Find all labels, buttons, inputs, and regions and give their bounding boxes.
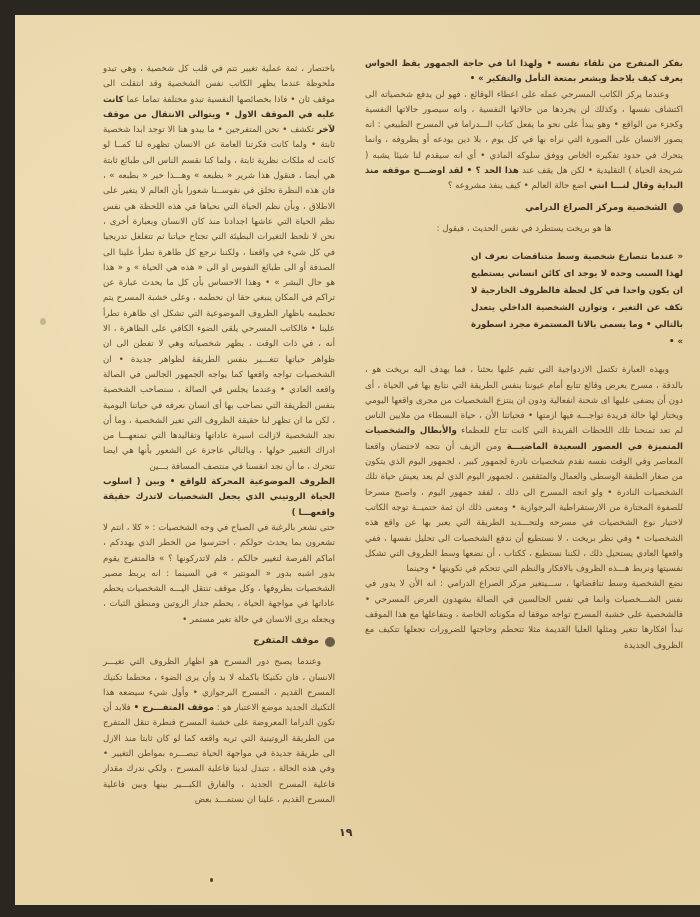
paragraph-text: اضع حالة العالم • كيف ينفذ مشروعه ؟ [447, 181, 587, 192]
paragraph: حتى نشعر بالرغبة في الصياح في وجه الشخصيات : « كلا ، انتم لا تشعرون بما يحدث حولكم ، احترسوا من الخطر الذي يهددكم ، اماكم الفرصة لتغيير حالكم ، فلم لاتدركونها ؟ » فالمتفرج يقوم بدور اشبه بدور « المونتير » في السينما : انه يربط مصير الشخصيات بظروفها ، وكل موقف تنتقل اليـــه الشخصيات يحطم عاداتها في مواجهة الحياة ، يحطم جدار الروتين ومنطق الثبات ، ويجعله يرى الانسان في حالة تغير مستمر • [103, 522, 335, 625]
paragraph-bold: الظروف الموضوعية المحركة للواقع • وبين ( اسلوب الحياة الروتيني الذي يجعل الشخصيات لاتدرك حقيقة واقعهـــا ) [103, 477, 335, 518]
paragraph-bold-text: موقف المتفـــرج • [133, 703, 214, 714]
quote-intro: ها هو بريخت يستطرد في نفس الحديث ، فيقول : [436, 223, 612, 234]
paragraph: نضع الشخصية وسط تناقضاتها ، ســـيتغير مركز الصراع الدرامي : انه الأن لا يدور في نفس الشـــخصيات وانما في نفس الجالسين في الصالة يشهدون العرض المسرحي • فالشخصية على خشبة المسرح تواجه موقفا له مكوناته الخاصة ، وبتفاعلها مع هذا الموقف تبدأ افكارها تتغير ومثلها العليا القديمة مثلا تتحطم وحاجتها للضرورات تجعلها تتكيف مع الظروف الجديدة [365, 579, 683, 651]
paragraph-text: فلابد أن تكون الدراما المعروضة على خشبة المسرح فنطرة تنقل المتفرج من الطريقة الروتينية التي تريه واقعه كما لو كان ثابتا منذ الازل الى طريقة جديدة في مواجهة الحياة تبصـــره بمواطن التغيير • وفي هذه الحالة ، تتبدل لدينا فاعلية المسرح ، ولكي ندرك مقدار فاعلية المسرح الجديد ، والفارق الكبـــير بينها وبين فاعلية المسرح القديم ، علينا ان نستمـــد بعض [103, 703, 335, 805]
paragraph-text: تكشف • نحن المتفرجين • ما يبدو هنا الا توجد ابدا شخصية ثابتة • ولما كانت فكرتنا العامة عن الانسان تظهره لنا كمــا لو كانت له ملكات نظرية ثابتة ، ولما كنا نقسم الناس الى طبائع ثابتة هي أيضا ، فنقول هذا شرير « بطبعه » وهـــذا خير « بطبعه » ، فان هذه النظرة تخلق في نفوســنا شعورا بأن العالم لا يتغير على الاطلاق ، وبأن نظم الحياة التي نحياها في هذه اللحظة هي نفس نظم الحياة التي عاشها اجدادنا منذ كان الانسان وبعبارة أخرى ، نحن لا نلحظ التغيرات البطيئة التي تجتاح حياتنا ثم تتغلغل تدريجيا في كل شيء في واقعنا ، ولكننا نرجع كل ظاهرة تطرأ علينا الى الصدفة أو الى طبائع النفوس او الى « هذه هي الحياة » و « هذا هو حال البشر » • وهذا الاحساس بأن كل ما يحدث عبارة عن تراكم في المكان ينبغي حقا ان نحطمه ، وعلى خشبة المسرح يتم تحطيمه باظهار الظروف الموضوعية التي تشكل اى ظاهرة تطرأ علينا • فالكاتب المسرحي يلقى الضوء الكافي على الظاهرة ، الا أنه ، في ذات الوقت ، يظهر شخصياته وهي لا تفطن الى ان ظواهر حياتها تتغـــير بنفس الطريقة لظواهر جديدة • ان الشخصيات تواجه واقعها كما يواجه الجمهور الجالس في الصالة واقعه العادي • وعندما يجلس في الصالة ، سنصاحب الشخصية بنفس الطريقة التي نصاحب بها أى انسان نعرفه في حياتنا اليومية ، لكن ما ان تظهر لنا حقيقة الظروف التي تغير الشخصية ، وما أن نجد الشخصية لازالت اسيرة عاداتها وتقاليدها التي تمنعهـــا من ادراك التغيير حولها ، وبالتالي عاجزة عن الشعور بأنها هي ايضا تتحرك ، ما أن نجد انفسنا في منتصف المسافة بـــين [103, 125, 335, 472]
section-heading [365, 201, 683, 216]
section-heading-text: موقف المتفرج [253, 635, 319, 646]
section-heading-text: الشخصية ومركز الصراع الدرامي [525, 202, 667, 213]
paragraph [103, 655, 335, 808]
paragraph-bold-text: كانت عليه في الموقف الاول • ويتوالى الانتقال من موقف لآخر [103, 94, 335, 136]
right-column [365, 57, 683, 654]
paragraph-text: باختصار ، ثمة عملية تغيير تتم في قلب كل شخصية ، وهي تبدو ملحوظة عندما يظهر الكاتب نفس الشخصية وقد انتقلت الى موقف ثان • فاذا بخصائصها النفسية تبدو مختلفة تماما عما [103, 64, 335, 105]
paragraph [365, 363, 683, 577]
left-column [103, 62, 335, 808]
spacer [365, 351, 683, 363]
spacer [365, 237, 683, 249]
paragraph-text: ومن الزيف أن نتجه لاحتضان واقعنا المعاصر وفي الوقت نفسه نقدم شخصيات نادرة لجمهور كبير ، لجمهور اليوم الذي يتكون من صغار الطبقة الوسطى والعمال والمثقفين ، لجمهور اليوم الذي لم يعد يعيش حياة تلك الشخصيات النادرة • ولو اتجه المسرح الى ذلك ، لفقد جمهور اليوم ، واصبح مسرحا للصفوة المختارة من الارستقراطية البرجوازية • ومعنى ذلك ان ثمة حتميــة توجه الكاتب لاختيار نوع الشخصيات في مسرحه ولتحـــديد الطريقة التي يعبر بها عن واقع هذه الشخصيات • وفي نظر بريخت ، لا نستطيع أن ندفع الشخصيات الى تحليل نفسها ، ففي واقعها العادي يستحيل ذلك ، لكننا نستطيع ، ككتاب ، أن نضعها وسط الظروف التي تشكل نفسيتها ونربط هـــذه الظروف بالافكار والنظم التي تتحكم في تكوينها • وحينما [365, 441, 683, 575]
paragraph [365, 88, 683, 195]
paragraph [103, 62, 335, 475]
paragraph-text: وعندما يصبح دور المسرح هو اظهار الظروف التي تغيـــر الانسان ، فان تكنيكا باكمله لا بد وأن يرى الضوء ، محطما تكنيك المسرح القديم ، المسرح البرجوازي • وأول شيء سيضعه هذا التكنيك الجديد موضع الاعتبار هو : [103, 657, 336, 714]
paragraph-text: وعندما يركز الكاتب المسرحي عمله على اعطاء الوقائع ، فهو لن يدفع شخصياته الى اكتشاف نفسها ، وكذلك لن يجردها من حالاتها النفسية ، وانه سيصور حالاتها النفسية وكجزء من الواقع • وهو يبدأ على نحو ما يفعل كتاب الـــدراما في المسرح الطبيعي : انه يصور الانسان على الصورة التي نراه بها في كل يوم ، بلا دين يودعه أو يظروفه ، وانما يتحرك في حدود تفكيره الخاص ووفق سلوكه المادي • أي انه سيقدم لنا شيئا يشبه ( شريحة الحياة ) التقليدية • لكن هل يقف عند [365, 89, 683, 177]
page-number: ١٩ [339, 826, 353, 839]
bullet-dot-icon [673, 203, 683, 213]
section-heading [103, 634, 335, 649]
paper-stain [40, 318, 46, 325]
paragraph-bold-opening: بفكر المتفرج من تلقاء نفسه • ولهذا انا في حاجة الجمهور يقظ الحواس يعرف كيف يلاحظ ويشعر بمتعة التأمل والتفكير » • [365, 59, 683, 85]
paragraph-bold-text: والأبطال والشخصيات المتميزة في العصور السعيدة الماضيـــة [365, 426, 683, 452]
paper-speck [210, 878, 213, 882]
bullet-dot-icon [325, 637, 335, 647]
paragraph-bold-text: هذا الحد ؟ • لقد اوضـــح موقفه منذ البداية وقال لنـــا انني [365, 166, 683, 192]
block-quote: « عندما تتصارع شخصية وسط متناقضات نعرف ان لهذا السبب وحده لا يوجد اى كائن انساني يستطيع ان يكون واحدا في كل لحظة فالظروف الخارجية لا تكف عن التغير ، وتوازن الشخصية الداخلي يتعدل بالتالي • وما يسمى بالانا المستمرة مجرد اسطورة » • [471, 252, 683, 348]
paragraph-text: وبهذه العبارة تكتمل الازدواجية التي تقيم عليها بحثنا ، فما يهدف اليه بريخت هو ، بالدقة ، مسرح يعرض وقائع تتابع أمام عيوننا بنفس الطريقة التي نتابع بها في الحياة ، أى دون أن يضفى عليها اى شحنة انفعالية ودون ان ينتزع الشخصيات من مجرى واقعها اليومي ويختار لها حالة فريدة تواجـــه فيها ازمتها • فحياتنا الأن ، حياة البسطاء من ملايين الناس لم تعد تمنحنا تلك اللحظات الفريدة التي كانت تتاح للعظماء [365, 365, 683, 437]
